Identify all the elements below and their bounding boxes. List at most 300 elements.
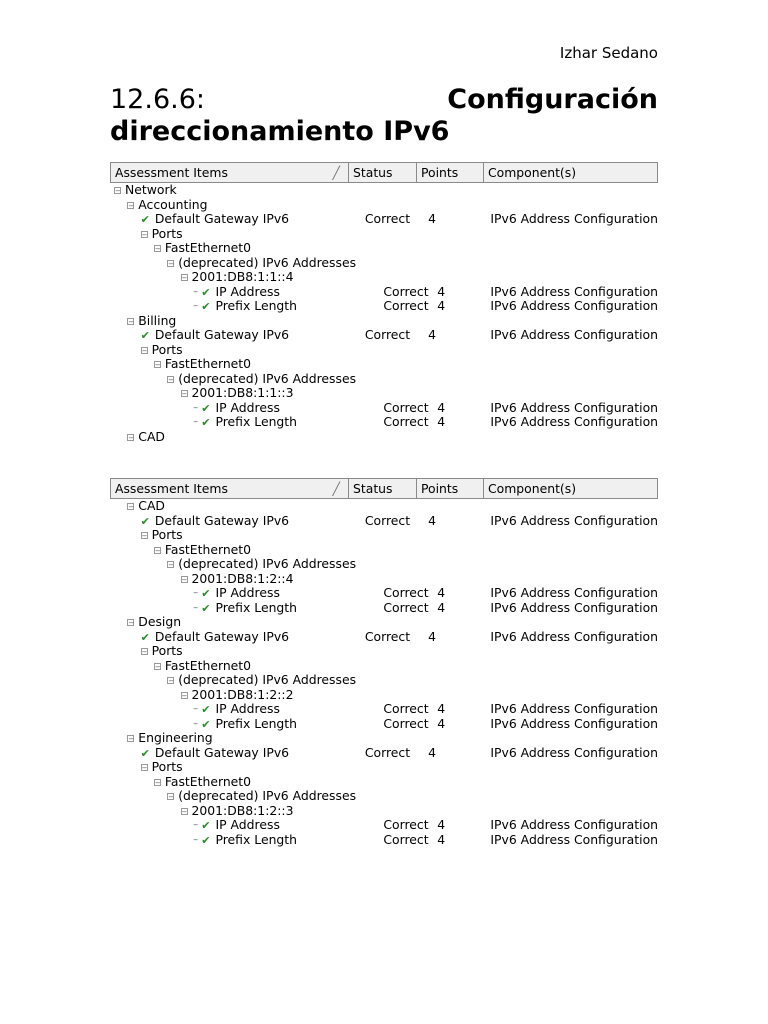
tree-row[interactable]	[110, 212, 658, 227]
points-cell	[473, 789, 540, 804]
points-cell	[433, 430, 500, 445]
points-cell	[433, 198, 500, 213]
component-cell	[514, 760, 658, 775]
status-cell	[405, 673, 473, 688]
points-cell	[487, 386, 554, 401]
tree-item[interactable]	[110, 212, 361, 227]
tree-item[interactable]	[110, 659, 392, 674]
collapse-toggle-icon[interactable]: −	[168, 677, 175, 685]
component-cell: IPv6 Address Configuration	[490, 399, 659, 415]
tree-connector-icon: ╴	[193, 701, 202, 716]
status-cell	[365, 430, 433, 445]
tree-item-label: Ports	[151, 527, 183, 542]
tree-item[interactable]	[110, 227, 379, 242]
tree-connector-icon: ╴	[193, 399, 202, 415]
status-cell	[405, 372, 473, 387]
collapse-toggle-icon[interactable]: −	[168, 561, 175, 569]
tree-row[interactable]	[110, 270, 658, 285]
points-cell	[473, 256, 540, 271]
tree-row[interactable]	[110, 372, 658, 387]
points-cell	[447, 528, 514, 543]
status-cell	[365, 314, 433, 329]
tree-item-label: (deprecated) IPv6 Addresses	[178, 788, 357, 803]
status-cell	[392, 543, 460, 558]
title-line2: direccionamiento IPv6	[110, 116, 450, 147]
points-cell: 4	[437, 298, 446, 313]
component-cell: IPv6 Address Configuration	[490, 283, 659, 299]
tree-item[interactable]	[110, 386, 419, 401]
component-cell	[554, 688, 659, 703]
tree-row[interactable]	[110, 401, 658, 416]
component-cell: IPv6 Address Configuration	[490, 327, 658, 342]
tree-item[interactable]	[110, 528, 379, 543]
status-cell	[365, 731, 433, 746]
tree-item-label: Prefix Length	[215, 831, 297, 847]
points-cell: 4	[428, 628, 436, 644]
component-cell	[514, 227, 658, 242]
collapse-toggle-icon[interactable]: −	[128, 503, 135, 511]
title-number: 12.6.6:	[110, 84, 205, 115]
tree-item-label: Default Gateway IPv6	[154, 628, 290, 644]
tree-row[interactable]	[110, 731, 658, 746]
collapse-toggle-icon[interactable]: −	[115, 187, 121, 195]
points-cell	[460, 357, 527, 372]
tree-connector-icon: ╴	[193, 715, 202, 731]
points-cell: 4	[437, 831, 446, 847]
tree-item-label: Ports	[151, 643, 183, 658]
tree-row[interactable]	[110, 717, 658, 732]
status-cell	[392, 357, 460, 372]
tree-item[interactable]	[110, 630, 361, 645]
component-cell: IPv6 Address Configuration	[490, 585, 659, 600]
tree-row[interactable]	[110, 818, 658, 833]
status-cell	[419, 386, 487, 401]
tree-item[interactable]	[110, 543, 392, 558]
tree-item-label: 2001:DB8:1:2::3	[191, 802, 294, 818]
tree-row[interactable]	[110, 673, 658, 688]
tree-row[interactable]	[110, 630, 658, 645]
tree-item-label: Default Gateway IPv6	[154, 512, 290, 528]
tree-item-label: Engineering	[138, 730, 213, 745]
tree-item-label: Accounting	[138, 196, 208, 212]
tree-item-label: (deprecated) IPv6 Addresses	[178, 672, 357, 687]
status-cell	[379, 644, 447, 659]
collapse-toggle-icon[interactable]: −	[128, 735, 135, 743]
status-cell	[419, 688, 487, 703]
grid-body	[110, 499, 658, 847]
points-cell: 4	[437, 701, 446, 716]
header-status[interactable]: Status	[349, 163, 417, 182]
component-cell: IPv6 Address Configuration	[490, 211, 658, 226]
tree-item-label: Ports	[151, 225, 183, 241]
tree-item-label: FastEthernet0	[164, 356, 252, 371]
status-cell: Correct	[383, 399, 429, 415]
tree-item-label: FastEthernet0	[164, 541, 252, 557]
points-cell	[487, 270, 554, 285]
status-cell	[365, 499, 433, 514]
tree-item[interactable]	[110, 343, 379, 358]
collapse-toggle-icon[interactable]: −	[181, 390, 188, 398]
component-cell: IPv6 Address Configuration	[490, 628, 658, 644]
tree-row[interactable]	[110, 328, 658, 343]
tree-row[interactable]	[110, 285, 658, 300]
tree-item-label: IP Address	[215, 585, 280, 600]
status-cell	[405, 789, 473, 804]
tree-item[interactable]	[110, 572, 419, 587]
status-cell: Correct	[383, 283, 429, 299]
tree-item-label: IP Address	[215, 399, 280, 415]
checkmark-icon: ✔	[201, 703, 211, 716]
collapse-toggle-icon[interactable]: −	[128, 619, 135, 627]
tree-row[interactable]	[110, 314, 658, 329]
collapse-toggle-icon[interactable]: −	[181, 575, 188, 584]
points-cell: 4	[437, 414, 446, 429]
status-cell	[419, 804, 487, 819]
tree-connector-icon: ╴	[193, 599, 202, 615]
component-cell	[554, 804, 659, 819]
tree-row[interactable]	[110, 746, 658, 761]
tree-item[interactable]	[110, 328, 361, 343]
component-cell: IPv6 Address Configuration	[490, 414, 659, 429]
tree-connector-icon: ╴	[193, 585, 202, 600]
points-cell	[473, 372, 540, 387]
tree-item-label: 2001:DB8:1:2::2	[191, 686, 294, 702]
points-cell: 4	[428, 327, 436, 342]
points-cell: 4	[437, 599, 446, 615]
tree-item[interactable]	[110, 615, 365, 630]
status-cell	[405, 256, 473, 271]
tree-item[interactable]	[110, 557, 405, 572]
assessment-grid-2	[110, 478, 658, 846]
status-cell	[379, 227, 447, 242]
points-cell	[460, 241, 527, 256]
points-cell	[433, 731, 500, 746]
tree-item[interactable]	[110, 789, 405, 804]
header-points[interactable]: Points	[417, 163, 484, 182]
collapse-toggle-icon[interactable]: −	[168, 793, 175, 801]
tree-item[interactable]	[110, 731, 365, 746]
points-cell: 4	[428, 512, 436, 528]
checkmark-icon: ✔	[140, 746, 150, 760]
tree-item[interactable]	[110, 804, 419, 819]
tree-row[interactable]	[110, 601, 658, 616]
grid-header	[110, 162, 658, 183]
assessment-grid-1	[110, 162, 659, 444]
tree-item[interactable]	[110, 415, 379, 430]
tree-row[interactable]	[110, 659, 658, 674]
tree-row[interactable]	[110, 688, 658, 703]
tree-item[interactable]	[110, 601, 379, 616]
status-cell	[419, 270, 487, 285]
header-components[interactable]: Component(s)	[488, 481, 577, 496]
points-cell	[460, 543, 527, 558]
tree-item-label: Ports	[151, 341, 183, 357]
tree-item-label: FastEthernet0	[164, 773, 252, 789]
collapse-toggle-icon[interactable]: −	[141, 532, 148, 540]
component-cell	[527, 543, 658, 558]
component-cell: IPv6 Address Configuration	[490, 831, 659, 847]
points-cell	[420, 183, 487, 198]
tree-row[interactable]	[110, 775, 658, 790]
checkmark-icon: ✔	[201, 401, 211, 415]
points-cell: 4	[437, 817, 446, 832]
tree-row[interactable]	[110, 415, 658, 430]
points-cell: 4	[428, 211, 436, 226]
tree-row[interactable]	[110, 557, 658, 572]
tree-row[interactable]	[110, 299, 658, 314]
tree-row[interactable]	[110, 256, 658, 271]
tree-item[interactable]	[110, 717, 379, 732]
tree-row[interactable]	[110, 833, 658, 848]
checkmark-icon: ✔	[140, 329, 150, 342]
collapse-toggle-icon[interactable]: −	[128, 433, 135, 442]
component-cell	[487, 183, 658, 198]
tree-item-label: IP Address	[215, 701, 280, 716]
tree-item[interactable]	[110, 256, 405, 271]
tree-item-label: 2001:DB8:1:2::4	[191, 570, 294, 586]
tree-item[interactable]	[110, 372, 405, 387]
tree-item[interactable]	[110, 198, 365, 213]
component-cell	[527, 241, 658, 256]
checkmark-icon: ✔	[140, 514, 150, 528]
status-cell: Correct	[383, 414, 429, 429]
component-cell	[500, 615, 658, 630]
component-cell	[500, 731, 658, 746]
tree-connector-icon: ╴	[193, 414, 202, 429]
status-cell	[365, 198, 433, 213]
collapse-toggle-icon[interactable]: −	[168, 259, 175, 268]
tree-item-label: 2001:DB8:1:1::4	[191, 269, 294, 284]
tree-row[interactable]	[110, 357, 658, 372]
collapse-toggle-icon[interactable]: −	[168, 375, 175, 384]
tree-row[interactable]	[110, 586, 658, 601]
tree-row[interactable]	[110, 241, 658, 256]
checkmark-icon: ✔	[201, 587, 211, 600]
points-cell	[487, 572, 554, 587]
component-cell: IPv6 Address Configuration	[490, 715, 659, 731]
points-cell	[433, 314, 500, 329]
tree-row[interactable]	[110, 644, 658, 659]
tree-row[interactable]	[110, 499, 658, 514]
tree-item-label: Design	[138, 614, 182, 629]
tree-item-label: 2001:DB8:1:1::3	[191, 385, 294, 400]
component-cell	[500, 198, 658, 213]
component-cell: IPv6 Address Configuration	[490, 512, 658, 528]
status-cell: Correct	[364, 327, 411, 342]
tree-item-label: FastEthernet0	[164, 240, 252, 255]
collapse-toggle-icon[interactable]: −	[154, 546, 161, 555]
component-cell	[527, 357, 658, 372]
collapse-toggle-icon[interactable]: −	[141, 648, 148, 656]
points-cell: 4	[428, 744, 436, 760]
tree-item[interactable]	[110, 760, 379, 775]
checkmark-icon: ✔	[201, 300, 211, 313]
author-name: Izhar Sedano	[559, 44, 658, 62]
header-assessment-items[interactable]: Assessment Items ╱	[111, 163, 349, 182]
tree-item[interactable]	[110, 183, 352, 198]
checkmark-icon: ✔	[201, 285, 211, 299]
tree-item[interactable]	[110, 357, 392, 372]
status-cell: Correct	[383, 701, 429, 716]
points-cell	[460, 659, 527, 674]
component-cell	[540, 557, 658, 572]
tree-connector-icon: ╴	[193, 817, 202, 832]
status-cell: Correct	[364, 512, 411, 528]
title-word: Configuración	[447, 84, 658, 115]
tree-row[interactable]	[110, 543, 658, 558]
points-cell	[487, 688, 554, 703]
collapse-toggle-icon[interactable]: −	[141, 764, 148, 772]
component-cell	[554, 572, 659, 587]
collapse-toggle-icon[interactable]: −	[141, 346, 148, 355]
points-cell: 4	[437, 715, 446, 731]
tree-item-label: CAD	[138, 428, 165, 444]
tree-row[interactable]	[110, 227, 658, 242]
tree-item[interactable]	[110, 688, 419, 703]
tree-item[interactable]	[110, 586, 379, 601]
status-cell: Correct	[383, 817, 429, 832]
tree-row[interactable]	[110, 514, 658, 529]
collapse-toggle-icon[interactable]: −	[181, 691, 188, 700]
tree-row[interactable]	[110, 183, 658, 198]
checkmark-icon: ✔	[201, 833, 211, 847]
component-cell	[554, 386, 659, 401]
points-cell	[447, 343, 514, 358]
collapse-toggle-icon[interactable]: −	[141, 230, 148, 239]
header-components[interactable]: Component(s)	[488, 165, 577, 180]
tree-item-label: Default Gateway IPv6	[154, 211, 290, 226]
points-cell: 4	[437, 585, 446, 600]
status-cell	[379, 528, 447, 543]
component-cell	[540, 789, 658, 804]
tree-item-label: (deprecated) IPv6 Addresses	[178, 556, 357, 571]
tree-item[interactable]	[110, 270, 419, 285]
tree-item[interactable]	[110, 241, 392, 256]
checkmark-icon: ✔	[140, 630, 150, 644]
tree-row[interactable]	[110, 386, 658, 401]
points-cell	[473, 673, 540, 688]
points-cell	[447, 760, 514, 775]
status-cell: Correct	[383, 599, 429, 615]
component-cell: IPv6 Address Configuration	[490, 701, 659, 716]
tree-item-label: IP Address	[215, 817, 280, 832]
tree-item[interactable]	[110, 775, 392, 790]
status-cell	[392, 775, 460, 790]
points-cell: 4	[437, 399, 446, 415]
page-title	[110, 84, 658, 148]
status-cell	[365, 615, 433, 630]
tree-item[interactable]	[110, 818, 379, 833]
status-cell	[392, 241, 460, 256]
tree-item[interactable]	[110, 673, 405, 688]
tree-connector-icon: ╴	[193, 831, 202, 847]
tree-row[interactable]	[110, 760, 658, 775]
points-cell	[433, 499, 500, 514]
tree-item[interactable]	[110, 644, 379, 659]
tree-item[interactable]	[110, 514, 361, 529]
tree-item[interactable]	[110, 499, 365, 514]
header-points[interactable]: Points	[417, 479, 484, 498]
tree-item-label: Prefix Length	[215, 599, 297, 615]
checkmark-icon: ✔	[201, 819, 211, 832]
tree-item-label: Default Gateway IPv6	[154, 327, 290, 342]
status-cell: Correct	[383, 831, 429, 847]
tree-item-label: Prefix Length	[215, 298, 297, 313]
tree-row[interactable]	[110, 198, 658, 213]
tree-item-label: Billing	[138, 312, 177, 328]
component-cell	[514, 528, 658, 543]
tree-item[interactable]	[110, 285, 379, 300]
tree-row[interactable]	[110, 572, 658, 587]
tree-item-label: Default Gateway IPv6	[154, 744, 290, 760]
status-cell	[352, 183, 420, 198]
tree-item[interactable]	[110, 702, 379, 717]
collapse-toggle-icon[interactable]: −	[154, 778, 161, 787]
component-cell	[514, 644, 658, 659]
points-cell	[447, 644, 514, 659]
grid-body	[110, 183, 658, 444]
collapse-toggle-icon[interactable]: −	[128, 201, 135, 210]
collapse-toggle-icon[interactable]: −	[181, 274, 188, 282]
component-cell	[514, 343, 658, 358]
component-cell	[540, 673, 658, 688]
tree-row[interactable]	[110, 528, 658, 543]
tree-item-label: Prefix Length	[215, 715, 297, 731]
points-cell: 4	[437, 283, 446, 299]
status-cell	[419, 572, 487, 587]
tree-item-label: IP Address	[215, 283, 280, 299]
tree-row[interactable]	[110, 430, 658, 445]
component-cell	[540, 256, 658, 271]
tree-row[interactable]	[110, 702, 658, 717]
tree-item[interactable]	[110, 833, 379, 848]
component-cell	[554, 270, 659, 285]
points-cell	[473, 557, 540, 572]
status-cell	[379, 760, 447, 775]
tree-item[interactable]	[110, 746, 361, 761]
collapse-toggle-icon[interactable]: −	[181, 807, 188, 816]
tree-item[interactable]	[110, 401, 379, 416]
collapse-toggle-icon[interactable]: −	[154, 245, 161, 253]
tree-item[interactable]	[110, 314, 365, 329]
collapse-toggle-icon[interactable]: −	[128, 317, 135, 326]
tree-item[interactable]	[110, 299, 379, 314]
tree-item-label: Network	[125, 182, 177, 197]
checkmark-icon: ✔	[201, 601, 211, 615]
tree-row[interactable]	[110, 615, 658, 630]
tree-item-label: (deprecated) IPv6 Addresses	[178, 254, 357, 270]
tree-row[interactable]	[110, 804, 658, 819]
status-cell: Correct	[383, 715, 429, 731]
tree-item[interactable]	[110, 430, 365, 445]
component-cell	[500, 314, 658, 329]
status-cell: Correct	[364, 628, 411, 644]
checkmark-icon: ✔	[201, 416, 211, 429]
checkmark-icon: ✔	[140, 213, 150, 226]
header-status[interactable]: Status	[349, 479, 417, 498]
status-cell	[405, 557, 473, 572]
component-cell: IPv6 Address Configuration	[490, 599, 659, 615]
collapse-toggle-icon[interactable]: −	[154, 361, 161, 369]
status-cell: Correct	[364, 744, 411, 760]
tree-row[interactable]	[110, 789, 658, 804]
header-assessment-items[interactable]: Assessment Items ╱	[111, 479, 349, 498]
tree-item-label: Prefix Length	[215, 414, 297, 429]
component-cell	[500, 499, 658, 514]
tree-row[interactable]	[110, 343, 658, 358]
points-cell	[433, 615, 500, 630]
collapse-toggle-icon[interactable]: −	[154, 662, 161, 671]
